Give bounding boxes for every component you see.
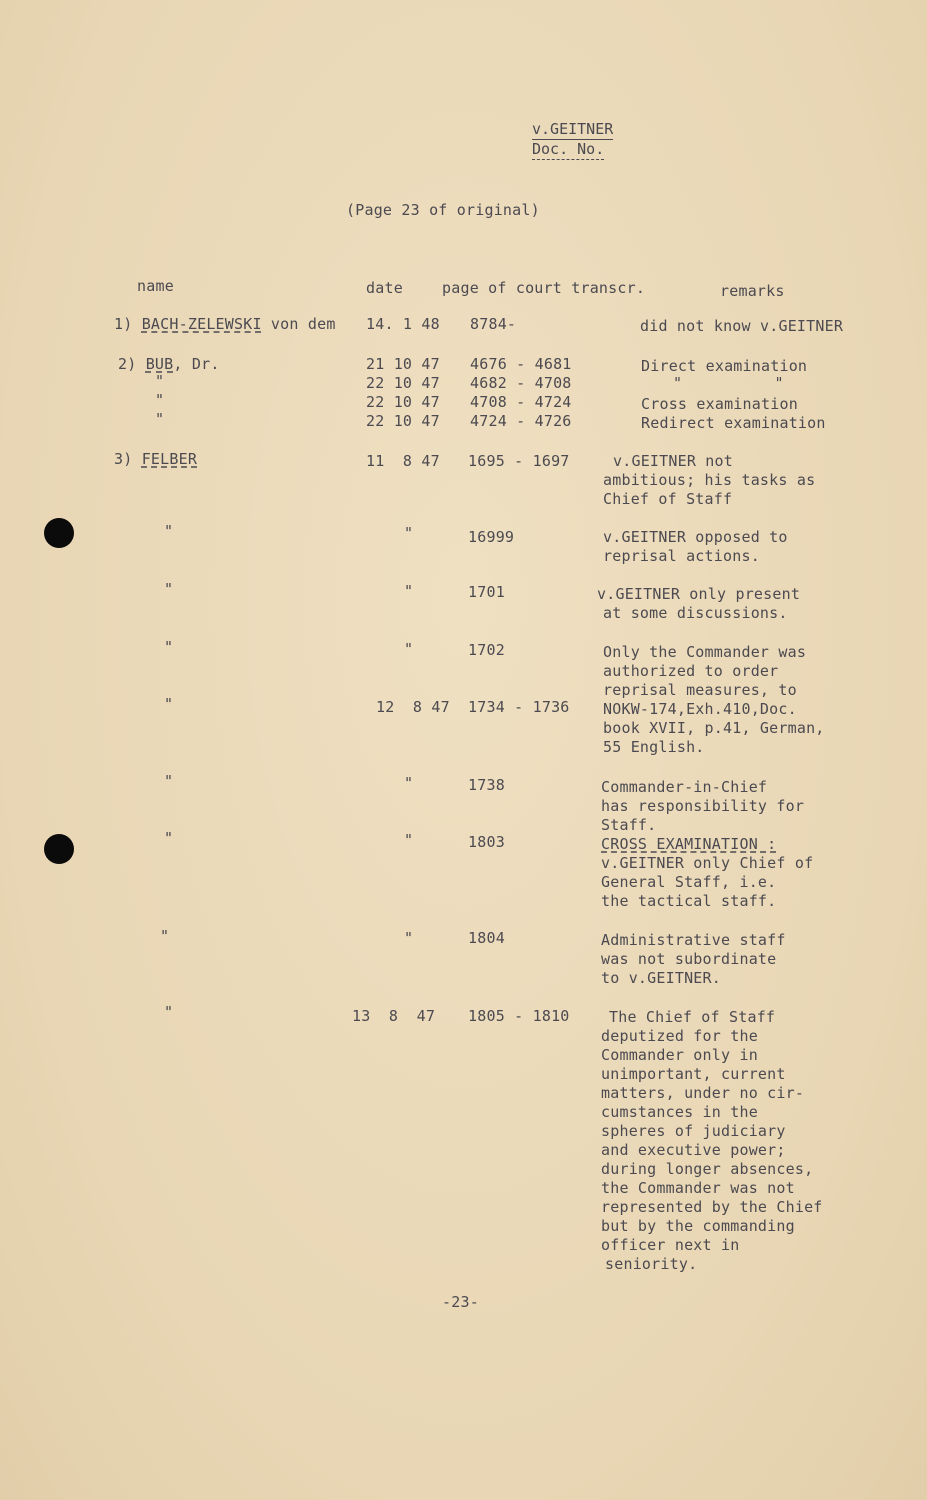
- punch-hole-bottom: [44, 834, 74, 864]
- row-11-remarks-2: has responsibility for: [601, 797, 805, 815]
- row-10-date: 12 8 47: [376, 698, 450, 716]
- row-3-name: ": [155, 372, 165, 390]
- code-line-2: Doc. No.: [532, 140, 605, 158]
- row-12-page: 1803: [468, 833, 505, 851]
- row-7-date: ": [404, 524, 414, 542]
- row-13-name: ": [160, 927, 170, 945]
- col-header-name: name: [137, 277, 174, 295]
- row-8-page: 1701: [468, 583, 505, 601]
- row-14-name: ": [164, 1003, 174, 1021]
- row-14-remarks-12: but by the commanding: [601, 1217, 795, 1235]
- page-note: (Page 23 of original): [346, 201, 540, 219]
- row-10-name: ": [164, 695, 174, 713]
- row-6-page: 1695 - 1697: [468, 452, 570, 470]
- row-5-remarks: Redirect examination: [641, 414, 826, 432]
- document-code: [532, 120, 632, 160]
- row-11-remarks-1: Commander-in-Chief: [601, 778, 768, 796]
- row-14-remarks-10: the Commander was not: [601, 1179, 795, 1197]
- col-header-page: page of court transcr.: [442, 279, 646, 297]
- row-12-remarks-heading: CROSS EXAMINATION :: [601, 835, 777, 853]
- row-14-remarks-2: deputized for the: [601, 1027, 758, 1045]
- row-1-name: 1) BACH-ZELEWSKI von dem: [114, 315, 336, 333]
- page-number: -23-: [442, 1293, 479, 1311]
- row-6-remarks-3: Chief of Staff: [603, 490, 733, 508]
- col-header-date: date: [366, 279, 403, 297]
- row-13-remarks-1: Administrative staff: [601, 931, 786, 949]
- row-9-date: ": [404, 640, 414, 658]
- row-8-date: ": [404, 582, 414, 600]
- row-9-page: 1702: [468, 641, 505, 659]
- row-2-remarks: Direct examination: [641, 357, 808, 375]
- row-3-page: 4682 - 4708: [470, 374, 572, 392]
- row-9-remarks-2: authorized to order: [603, 662, 779, 680]
- row-1-date: 14. 1 48: [366, 315, 440, 333]
- row-14-remarks-1: The Chief of Staff: [609, 1008, 776, 1026]
- row-10-page: 1734 - 1736: [468, 698, 570, 716]
- row-13-remarks-3: to v.GEITNER.: [601, 969, 721, 987]
- row-2-page: 4676 - 4681: [470, 355, 572, 373]
- row-12-name: ": [164, 829, 174, 847]
- row-5-page: 4724 - 4726: [470, 412, 572, 430]
- row-12-remarks-1: v.GEITNER only Chief of: [601, 854, 814, 872]
- row-2-date: 21 10 47: [366, 355, 440, 373]
- code-line-1: v.GEITNER: [532, 120, 614, 138]
- row-13-remarks-2: was not subordinate: [601, 950, 777, 968]
- row-6-remarks-2: ambitious; his tasks as: [603, 471, 816, 489]
- row-14-remarks-13: officer next in: [601, 1236, 740, 1254]
- row-14-remarks-14: seniority.: [605, 1255, 698, 1273]
- row-12-date: ": [404, 831, 414, 849]
- row-6-remarks-1: v.GEITNER not: [613, 452, 733, 470]
- row-5-name: ": [155, 410, 165, 428]
- row-14-remarks-4: unimportant, current: [601, 1065, 786, 1083]
- row-13-page: 1804: [468, 929, 505, 947]
- row-4-date: 22 10 47: [366, 393, 440, 411]
- row-3-remarks: " ": [673, 374, 784, 392]
- row-8-remarks-2: at some discussions.: [603, 604, 788, 622]
- punch-hole-top: [44, 518, 74, 548]
- row-11-page: 1738: [468, 776, 505, 794]
- row-11-name: ": [164, 772, 174, 790]
- row-10-remarks-2: book XVII, p.41, German,: [603, 719, 825, 737]
- col-header-remarks: remarks: [720, 282, 785, 300]
- row-10-remarks-3: 55 English.: [603, 738, 705, 756]
- row-4-page: 4708 - 4724: [470, 393, 572, 411]
- row-7-page: 16999: [468, 528, 515, 546]
- row-3-date: 22 10 47: [366, 374, 440, 392]
- row-1-remarks: did not know v.GEITNER: [640, 317, 844, 335]
- row-12-remarks-2: General Staff, i.e.: [601, 873, 777, 891]
- row-9-remarks-1: Only the Commander was: [603, 643, 807, 661]
- row-4-name: ": [155, 391, 165, 409]
- row-14-remarks-8: and executive power;: [601, 1141, 786, 1159]
- row-9-remarks-3: reprisal measures, to: [603, 681, 797, 699]
- row-14-remarks-3: Commander only in: [601, 1046, 758, 1064]
- row-2-name: 2) BUB, Dr.: [118, 355, 220, 373]
- row-12-remarks-3: the tactical staff.: [601, 892, 777, 910]
- row-9-name: ": [164, 638, 174, 656]
- row-14-remarks-5: matters, under no cir-: [601, 1084, 805, 1102]
- row-4-remarks: Cross examination: [641, 395, 798, 413]
- row-7-remarks-1: v.GEITNER opposed to: [603, 528, 788, 546]
- row-8-remarks-1: v.GEITNER only present: [597, 585, 801, 603]
- row-7-remarks-2: reprisal actions.: [603, 547, 760, 565]
- row-6-date: 11 8 47: [366, 452, 440, 470]
- row-14-remarks-9: during longer absences,: [601, 1160, 814, 1178]
- row-14-remarks-6: cumstances in the: [601, 1103, 758, 1121]
- row-14-remarks-11: represented by the Chief: [601, 1198, 823, 1216]
- row-5-date: 22 10 47: [366, 412, 440, 430]
- row-14-date: 13 8 47: [352, 1007, 436, 1025]
- row-14-page: 1805 - 1810: [468, 1007, 570, 1025]
- row-11-remarks-3: Staff.: [601, 816, 657, 834]
- row-10-remarks-1: NOKW-174,Exh.410,Doc.: [603, 700, 797, 718]
- row-1-page: 8784-: [470, 315, 517, 333]
- row-8-name: ": [164, 580, 174, 598]
- row-6-name: 3) FELBER: [114, 450, 198, 468]
- row-14-remarks-7: spheres of judiciary: [601, 1122, 786, 1140]
- row-13-date: ": [404, 929, 414, 947]
- row-11-date: ": [404, 774, 414, 792]
- row-7-name: ": [164, 522, 174, 540]
